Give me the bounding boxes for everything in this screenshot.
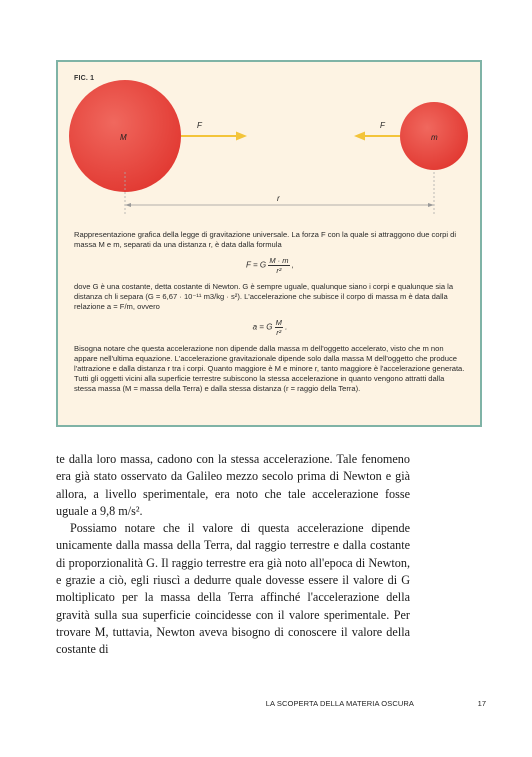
force-formula-lhs: F = G	[246, 260, 267, 270]
body-text	[56, 451, 410, 659]
figure-label: FIC. 1	[74, 75, 95, 82]
force-formula-tail: ,	[291, 260, 294, 270]
small-mass-label: m	[431, 133, 438, 142]
force-formula-denominator: r²	[276, 266, 282, 275]
body-paragraph-1: te dalla loro massa, cadono con la stessa accelerazione. Tale fenomeno era già stato osservato da Galileo mezzo secolo prima di Newton e già allora, a livello sperimentale, era noto che tale accelerazione fosse uguale a 9,8 m/s².	[56, 452, 410, 518]
force-formula	[74, 256, 466, 278]
body-paragraph-2: Possiamo notare che il valore di questa accelerazione dipende unicamente dalla massa della Terra, dal raggio terrestre e dalla costante di proporzionalità G. Il raggio terrestre era già noto all'epoca di Newton, e grazie a ciò, egli riuscì a dedurre quale dovesse essere il valore di G moltiplicato per la massa della Terra affinché l'accelerazione della gravità sulla sua superficie coincidesse con il valore sperimentale. Per trovare M, tuttavia, Newton aveva bisogno di conoscere il valore della costante di	[56, 521, 410, 657]
figure-caption	[74, 230, 466, 394]
force-label-right: F	[380, 121, 385, 130]
acceleration-formula-fraction	[275, 318, 283, 337]
running-title: LA SCOPERTA DELLA MATERIA OSCURA	[265, 699, 414, 708]
caption-paragraph-2: dove G è una costante, detta costante di Newton. G è sempre uguale, qualunque siano i corpi e qualunque sia la distanza ch li separa (G = 6,67 · 10⁻¹¹ m3/kg · s²). L'accelerazione che subisce il corpo di massa m è data dalla relazione a = F/m, ovvero	[74, 282, 454, 311]
caption-paragraph-1: Rappresentazione grafica della legge di gravitazione universale. La forza F con la quale si attraggono due corpi di massa M e m, separati da una distanza r, è data dalla formula	[74, 230, 457, 249]
distance-dimension	[125, 203, 434, 207]
page-number: 17	[477, 699, 486, 708]
page-footer	[0, 699, 532, 713]
force-label-left: F	[197, 121, 202, 130]
large-mass-label: M	[120, 133, 127, 142]
force-arrow-left	[354, 132, 400, 141]
force-formula-numerator: M · m	[269, 256, 289, 265]
force-formula-fraction	[268, 256, 289, 275]
force-arrow-right	[181, 132, 247, 141]
figure-box	[56, 60, 482, 427]
acceleration-formula-tail: .	[285, 322, 288, 332]
caption-paragraph-3: Bisogna notare che questa accelerazione non dipende dalla massa m dell'oggetto accelerato, visto che m non appare nell'ultima equazione. L'accelerazione gravitazionale dipende solo dalla massa M dell'oggetto che produce l'attrazione e dalla distanza r tra i corpi. Quanto maggiore è M e minore r, tanto maggiore è l'accelerazione generata. Tutti gli oggetti vicini alla superficie terrestre subiscono la stessa accelerazione in quanto vengono attratti dalla stessa massa (M = massa della Terra) e dalla stessa distanza (r = raggio della Terra).	[74, 344, 465, 393]
gravitation-diagram	[58, 62, 480, 222]
acceleration-formula	[74, 318, 466, 340]
acceleration-formula-numerator: M	[275, 318, 282, 327]
acceleration-formula-denominator: r²	[276, 328, 282, 337]
distance-label: r	[277, 194, 280, 203]
acceleration-formula-lhs: a = G	[252, 322, 273, 332]
